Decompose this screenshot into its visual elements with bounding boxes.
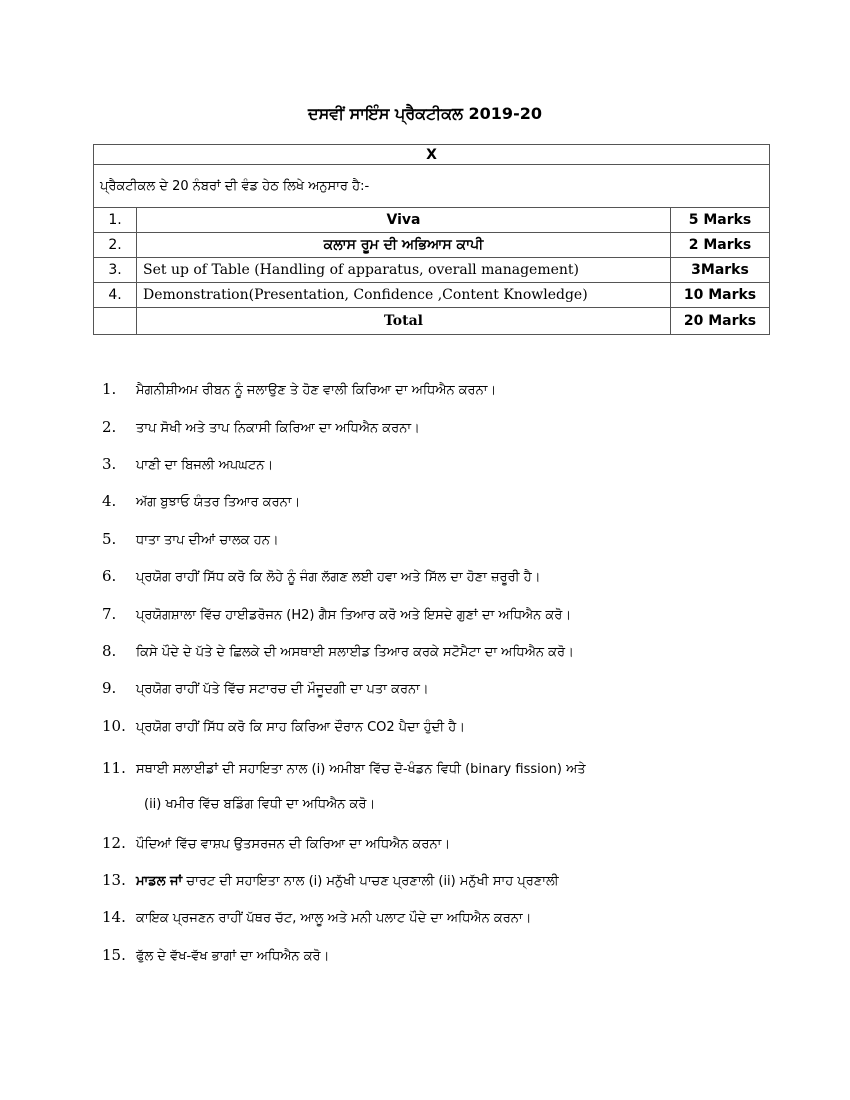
item-text: ਤਾਪ ਸੋਖੀ ਅਤੇ ਤਾਪ ਨਿਕਾਸੀ ਕਿਰਿਆ ਦਾ ਅਧਿਐਨ ਕਰਨਾ। [136, 421, 420, 436]
item-number: 2. [102, 418, 117, 436]
table-header-row [94, 145, 770, 165]
item-bold-text: ਮਾਡਲ ਜਾਂ [136, 874, 183, 889]
row-description: Viva [137, 208, 671, 233]
item-text: ਕਾਇਕ ਪ੍ਰਜਣਨ ਰਾਹੀਂ ਪੱਥਰ ਚੱਟ, ਆਲੂ ਅਤੇ ਮਨੀ ਪਲਾਟ ਪੌਦੇ ਦਾ ਅਧਿਐਨ ਕਰਨਾ। [136, 911, 532, 926]
page-title: ਦਸਵੀਂ ਸਾਇੰਸ ਪ੍ਰੈਕਟੀਕਲ 2019-20 [308, 104, 542, 123]
table-row [94, 258, 770, 283]
class-label: X [94, 145, 770, 165]
item-number: 15. [102, 946, 126, 964]
item-text: ਪਾਣੀ ਦਾ ਬਿਜਲੀ ਅਪਘਟਨ। [136, 458, 274, 473]
list-item [102, 716, 752, 738]
table-total-row [94, 308, 770, 335]
item-number: 10. [102, 717, 126, 735]
item-text: ਪ੍ਰਯੋਗ ਰਾਹੀਂ ਪੱਤੇ ਵਿੱਚ ਸਟਾਰਚ ਦੀ ਮੌਜੂਦਗੀ ਦਾ ਪਤਾ ਕਰਨਾ। [136, 682, 429, 697]
row-description: ਕਲਾਸ ਰੂਮ ਦੀ ਅਭਿਆਸ ਕਾਪੀ [137, 233, 671, 258]
item-text: ਅੱਗ ਬੁਝਾਓ ਯੰਤਰ ਤਿਆਰ ਕਰਨਾ। [136, 495, 301, 510]
list-item [102, 678, 752, 700]
row-marks: 10 Marks [671, 283, 770, 308]
table-row [94, 208, 770, 233]
list-item [102, 870, 752, 892]
empty-cell [94, 308, 137, 335]
list-item [102, 566, 752, 588]
list-item [102, 945, 752, 967]
item-number: 9. [102, 679, 117, 697]
item-number: 11. [102, 759, 126, 777]
item-text: ਪ੍ਰਯੋਗਸ਼ਾਲਾ ਵਿੱਚ ਹਾਈਡਰੋਜਨ (H2) ਗੈਸ ਤਿਆਰ ਕਰੋ ਅਤੇ ਇਸਦੇ ਗੁਣਾਂ ਦਾ ਅਧਿਐਨ ਕਰੋ। [136, 608, 572, 623]
row-number: 4. [94, 283, 137, 308]
list-item [102, 491, 752, 513]
table-row [94, 283, 770, 308]
item-number: 6. [102, 567, 117, 585]
item-text: ਚਾਰਟ ਦੀ ਸਹਾਇਤਾ ਨਾਲ (i) ਮਨੁੱਖੀ ਪਾਚਣ ਪ੍ਰਣਾਲੀ (ii) ਮਨੁੱਖੀ ਸਾਹ ਪ੍ਰਣਾਲੀ [182, 874, 559, 889]
item-text: ਕਿਸੇ ਪੌਦੇ ਦੇ ਪੱਤੇ ਦੇ ਛਿਲਕੇ ਦੀ ਅਸਥਾਈ ਸਲਾਈਡ ਤਿਆਰ ਕਰਕੇ ਸਟੋਮੈਟਾ ਦਾ ਅਧਿਐਨ ਕਰੋ। [136, 645, 574, 660]
item-number: 12. [102, 834, 126, 852]
list-item [102, 907, 752, 929]
row-description: Set up of Table (Handling of apparatus, overall management) [137, 258, 671, 283]
row-marks: 5 Marks [671, 208, 770, 233]
row-number: 3. [94, 258, 137, 283]
intro-text: ਪ੍ਰੈਕਟੀਕਲ ਦੇ 20 ਨੰਬਰਾਂ ਦੀ ਵੰਡ ਹੇਠ ਲਿਖੇ ਅਨੁਸਾਰ ਹੈ:- [94, 165, 770, 208]
item-text: ਸਥਾਈ ਸਲਾਈਡਾਂ ਦੀ ਸਹਾਇਤਾ ਨਾਲ (i) ਅਮੀਬਾ ਵਿੱਚ ਦੋ-ਖੰਡਨ ਵਿਧੀ (binary fission) ਅਤੇ [136, 762, 586, 777]
item-text: ਪ੍ਰਯੋਗ ਰਾਹੀਂ ਸਿੱਧ ਕਰੋ ਕਿ ਸਾਹ ਕਿਰਿਆ ਦੌਰਾਨ CO2 ਪੈਦਾ ਹੁੰਦੀ ਹੈ। [136, 720, 466, 735]
item-text: ਧਾਤਾ ਤਾਪ ਦੀਆਂ ਚਾਲਕ ਹਨ। [136, 533, 279, 548]
marks-distribution-table [93, 144, 770, 335]
table-row [94, 233, 770, 258]
list-item [102, 454, 752, 476]
row-description: Demonstration(Presentation, Confidence ,Content Knowledge) [137, 283, 671, 308]
row-number: 1. [94, 208, 137, 233]
list-item [102, 833, 752, 855]
list-item [102, 379, 752, 401]
item-text: ਫੁੱਲ ਦੇ ਵੱਖ-ਵੱਖ ਭਾਗਾਂ ਦਾ ਅਧਿਐਨ ਕਰੋ। [136, 949, 330, 964]
item-number: 3. [102, 455, 117, 473]
item-number: 8. [102, 642, 117, 660]
row-marks: 3Marks [671, 258, 770, 283]
item-number: 13. [102, 871, 126, 889]
row-number: 2. [94, 233, 137, 258]
item-text: ਪੌਦਿਆਂ ਵਿੱਚ ਵਾਸ਼ਪ ਉਤਸਰਜਨ ਦੀ ਕਿਰਿਆ ਦਾ ਅਧਿਐਨ ਕਰਨਾ। [136, 837, 451, 852]
list-item [102, 758, 752, 780]
item-number: 14. [102, 908, 126, 926]
total-label: Total [137, 308, 671, 335]
item-text: ਪ੍ਰਯੋਗ ਰਾਹੀਂ ਸਿੱਧ ਕਰੋ ਕਿ ਲੋਹੇ ਨੂੰ ਜੰਗ ਲੱਗਣ ਲਈ ਹਵਾ ਅਤੇ ਸਿੱਲ ਦਾ ਹੋਣਾ ਜ਼ਰੂਰੀ ਹੈ। [136, 570, 541, 585]
list-item [102, 417, 752, 439]
item-number: 7. [102, 605, 117, 623]
total-marks: 20 Marks [671, 308, 770, 335]
table-intro-row [94, 165, 770, 208]
item-text: ਮੈਗਨੀਸ਼ੀਅਮ ਰੀਬਨ ਨੂੰ ਜਲਾਉਣ ਤੇ ਹੋਣ ਵਾਲੀ ਕਿਰਿਆ ਦਾ ਅਧਿਐਨ ਕਰਨਾ। [136, 383, 497, 398]
list-item-continuation: (ii) ਖਮੀਰ ਵਿੱਚ ਬਡਿੰਗ ਵਿਧੀ ਦਾ ਅਧਿਐਨ ਕਰੋ। [144, 797, 376, 812]
item-number: 4. [102, 492, 117, 510]
item-number: 1. [102, 380, 117, 398]
list-item [102, 529, 752, 551]
row-marks: 2 Marks [671, 233, 770, 258]
item-number: 5. [102, 530, 117, 548]
list-item [102, 604, 752, 626]
list-item [102, 641, 752, 663]
